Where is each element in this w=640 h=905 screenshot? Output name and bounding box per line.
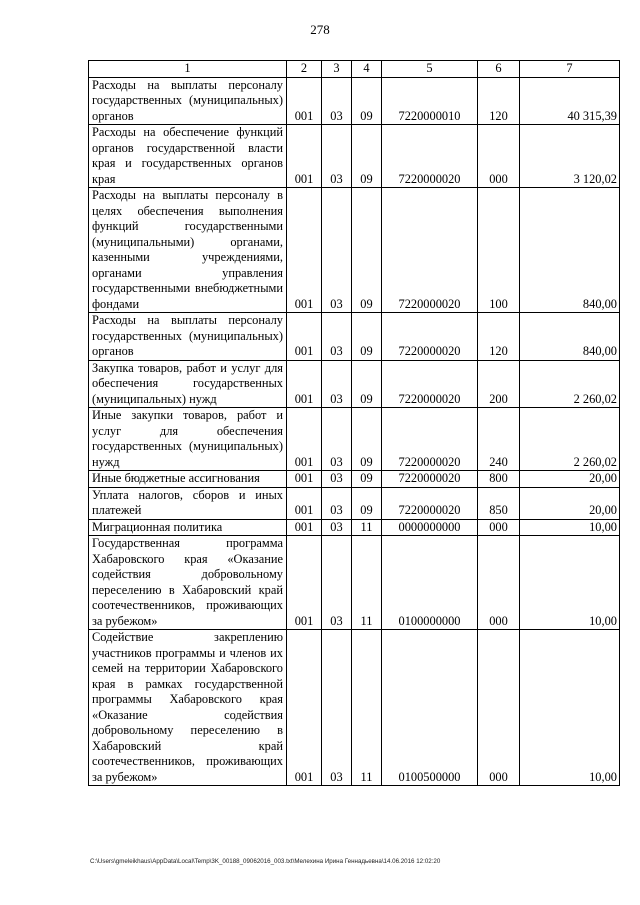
code-cell-c3: 03	[322, 313, 352, 361]
expense-name-cell: Иные бюджетные ассигнования	[89, 471, 287, 488]
code-cell-c5: 0100500000	[382, 630, 478, 786]
table-row	[89, 519, 620, 536]
code-cell-c6: 200	[478, 360, 520, 408]
code-cell-c6: 120	[478, 77, 520, 125]
header-cell: 4	[352, 61, 382, 78]
code-cell-c6: 120	[478, 313, 520, 361]
code-cell-c3: 03	[322, 630, 352, 786]
expense-name-cell: Государственная программа Хабаровского края «Оказание содействия добровольному переселению в Хабаровский край соотечественников, проживающих за рубежом»	[89, 536, 287, 630]
code-cell-c6: 100	[478, 188, 520, 313]
code-cell-c7: 2 260,02	[520, 408, 620, 471]
budget-table	[88, 60, 620, 786]
code-cell-c5: 7220000020	[382, 313, 478, 361]
code-cell-c2: 001	[287, 77, 322, 125]
code-cell-c7: 20,00	[520, 487, 620, 519]
header-cell: 7	[520, 61, 620, 78]
expense-name-cell: Расходы на выплаты персоналу государственных (муниципальных) органов	[89, 77, 287, 125]
code-cell-c5: 7220000020	[382, 125, 478, 188]
code-cell-c4: 09	[352, 77, 382, 125]
code-cell-c5: 7220000020	[382, 360, 478, 408]
header-cell: 1	[89, 61, 287, 78]
code-cell-c3: 03	[322, 77, 352, 125]
code-cell-c5: 7220000020	[382, 487, 478, 519]
code-cell-c6: 000	[478, 519, 520, 536]
code-cell-c4: 09	[352, 408, 382, 471]
code-cell-c7: 3 120,02	[520, 125, 620, 188]
header-cell: 6	[478, 61, 520, 78]
code-cell-c2: 001	[287, 519, 322, 536]
table-row	[89, 77, 620, 125]
table-row	[89, 360, 620, 408]
code-cell-c2: 001	[287, 471, 322, 488]
code-cell-c3: 03	[322, 188, 352, 313]
code-cell-c7: 20,00	[520, 471, 620, 488]
page-number: 278	[310, 22, 330, 37]
table-row	[89, 487, 620, 519]
code-cell-c3: 03	[322, 408, 352, 471]
expense-name-cell: Закупка товаров, работ и услуг для обеспечения государственных (муниципальных) нужд	[89, 360, 287, 408]
code-cell-c6: 000	[478, 536, 520, 630]
table-row	[89, 408, 620, 471]
expense-name-cell: Иные закупки товаров, работ и услуг для обеспечения государственных (муниципальных) нужд	[89, 408, 287, 471]
code-cell-c3: 03	[322, 487, 352, 519]
code-cell-c5: 7220000020	[382, 471, 478, 488]
code-cell-c4: 09	[352, 360, 382, 408]
header-cell: 2	[287, 61, 322, 78]
code-cell-c2: 001	[287, 536, 322, 630]
expense-name-cell: Содействие закреплению участников программы и членов их семей на территории Хабаровского края в рамках государственной программы Хабаровского края «Оказание содействия добровольному переселению в Хабаровский край соотечественников, проживающих за рубежом»	[89, 630, 287, 786]
code-cell-c6: 000	[478, 630, 520, 786]
code-cell-c5: 7220000020	[382, 188, 478, 313]
table-row	[89, 313, 620, 361]
code-cell-c5: 7220000010	[382, 77, 478, 125]
code-cell-c7: 10,00	[520, 536, 620, 630]
table-row	[89, 188, 620, 313]
code-cell-c4: 11	[352, 536, 382, 630]
code-cell-c2: 001	[287, 408, 322, 471]
code-cell-c5: 0100000000	[382, 536, 478, 630]
table-row	[89, 630, 620, 786]
code-cell-c6: 850	[478, 487, 520, 519]
code-cell-c4: 09	[352, 471, 382, 488]
code-cell-c5: 0000000000	[382, 519, 478, 536]
expense-name-cell: Расходы на выплаты персоналу государственных (муниципальных) органов	[89, 313, 287, 361]
code-cell-c3: 03	[322, 471, 352, 488]
code-cell-c4: 11	[352, 519, 382, 536]
code-cell-c5: 7220000020	[382, 408, 478, 471]
code-cell-c7: 840,00	[520, 188, 620, 313]
code-cell-c7: 10,00	[520, 630, 620, 786]
code-cell-c7: 40 315,39	[520, 77, 620, 125]
header-row	[89, 61, 620, 78]
code-cell-c2: 001	[287, 360, 322, 408]
expense-name-cell: Расходы на обеспечение функций органов государственной власти края и государственных органов края	[89, 125, 287, 188]
code-cell-c4: 09	[352, 487, 382, 519]
code-cell-c3: 03	[322, 536, 352, 630]
code-cell-c4: 09	[352, 313, 382, 361]
code-cell-c6: 240	[478, 408, 520, 471]
expense-name-cell: Миграционная политика	[89, 519, 287, 536]
code-cell-c7: 840,00	[520, 313, 620, 361]
code-cell-c2: 001	[287, 313, 322, 361]
file-path-footer: C:\Users\gmeleikhaus\AppData\Local\Temp\3K_00188_09062016_003.txt\Мелехина Ирина Геннадьевна\14.06.2016 12:02:20	[90, 858, 441, 865]
code-cell-c2: 001	[287, 188, 322, 313]
code-cell-c4: 09	[352, 188, 382, 313]
code-cell-c6: 800	[478, 471, 520, 488]
code-cell-c7: 2 260,02	[520, 360, 620, 408]
code-cell-c2: 001	[287, 630, 322, 786]
table-row	[89, 536, 620, 630]
code-cell-c3: 03	[322, 519, 352, 536]
code-cell-c3: 03	[322, 125, 352, 188]
header-cell: 3	[322, 61, 352, 78]
code-cell-c7: 10,00	[520, 519, 620, 536]
code-cell-c2: 001	[287, 125, 322, 188]
table-row	[89, 125, 620, 188]
code-cell-c6: 000	[478, 125, 520, 188]
code-cell-c4: 09	[352, 125, 382, 188]
code-cell-c4: 11	[352, 630, 382, 786]
table-row	[89, 471, 620, 488]
header-cell: 5	[382, 61, 478, 78]
code-cell-c3: 03	[322, 360, 352, 408]
expense-name-cell: Расходы на выплаты персоналу в целях обеспечения выполнения функций государственными (муниципальными) органами, казенными учреждениями, органами управления государственными внебюджетными фондами	[89, 188, 287, 313]
expense-name-cell: Уплата налогов, сборов и иных платежей	[89, 487, 287, 519]
code-cell-c2: 001	[287, 487, 322, 519]
